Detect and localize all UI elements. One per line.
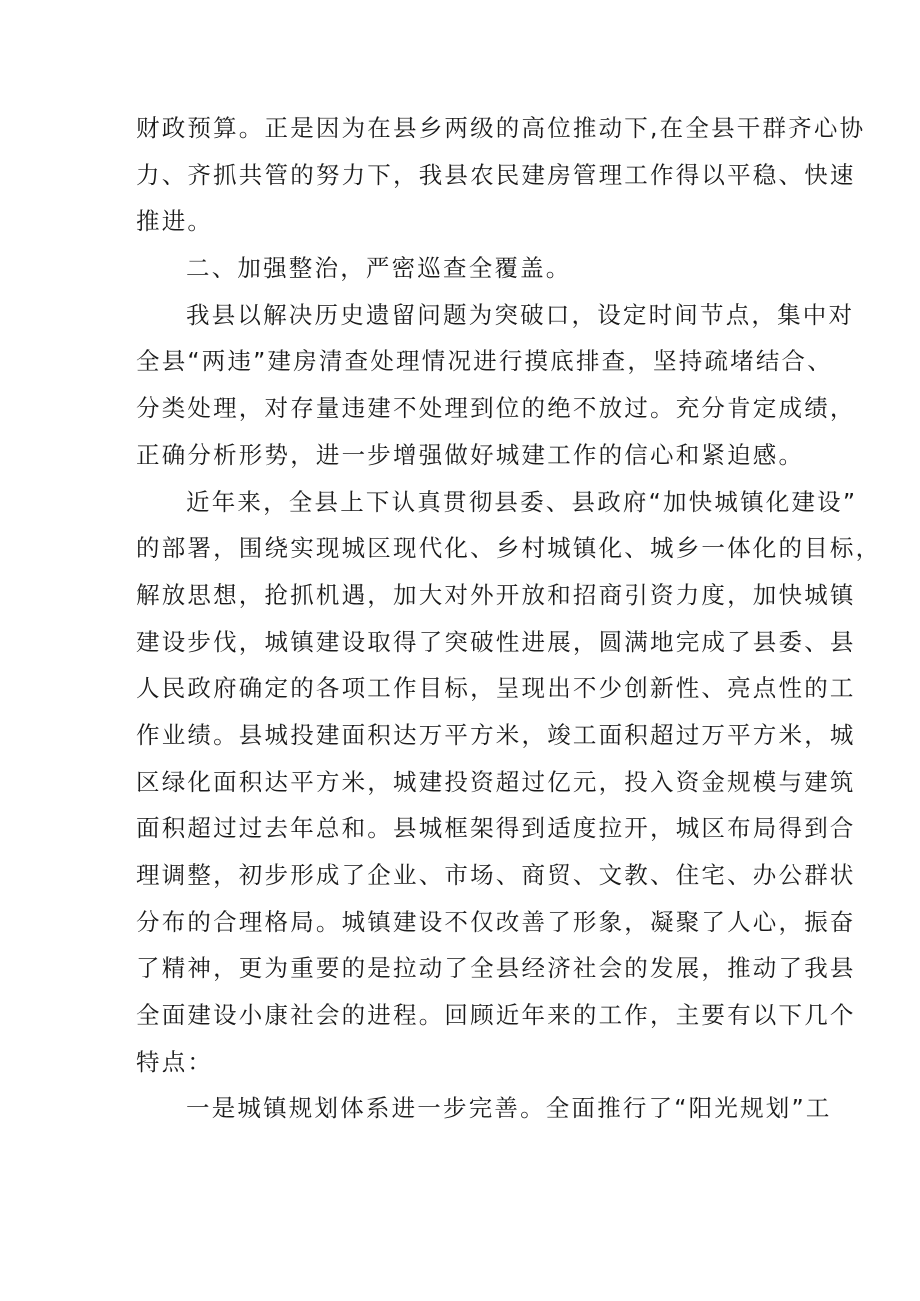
section-heading: 二、加强整治，严密巡查全覆盖。 xyxy=(186,254,572,283)
text-line: 面积超过过去年总和。县城框架得到适度拉开，城区布局得到合 xyxy=(136,814,856,843)
text-line: 区绿化面积达平方米，城建投资超过亿元，投入资金规模与建筑 xyxy=(136,767,856,796)
text-line: 我县以解决历史遗留问题为突破口，设定时间节点，集中对 xyxy=(186,300,855,329)
text-line: 正确分析形势，进一步增强做好城建工作的信心和紧迫感。 xyxy=(136,440,805,469)
text-line: 分布的合理格局。城镇建设不仅改善了形象，凝聚了人心，振奋 xyxy=(136,907,856,936)
text-line: 推进。 xyxy=(136,207,214,236)
text-line: 近年来，全县上下认真贯彻县委、县政府“加快城镇化建设” xyxy=(186,487,858,516)
text-line: 理调整，初步形成了企业、市场、商贸、文教、住宅、办公群状 xyxy=(136,861,856,889)
text-line: 全县“两违”建房清查处理情况进行摸底排查，坚持疏堵结合、 xyxy=(136,347,833,376)
text-line: 分类处理，对存量违建不处理到位的绝不放过。充分肯定成绩， xyxy=(136,394,856,423)
text-line: 特点： xyxy=(136,1047,214,1076)
text-line: 力、齐抓共管的努力下，我县农民建房管理工作得以平稳、快速 xyxy=(136,160,856,189)
text-line: 了精神，更为重要的是拉动了全县经济社会的发展，推动了我县 xyxy=(136,954,856,983)
text-line: 作业绩。县城投建面积达万平方米，竣工面积超过万平方米，城 xyxy=(136,720,856,749)
text-line: 一是城镇规划体系进一步完善。全面推行了“阳光规划”工 xyxy=(186,1094,832,1123)
text-line: 全面建设小康社会的进程。回顾近年来的工作，主要有以下几个 xyxy=(136,1001,856,1030)
document-body xyxy=(136,105,882,1132)
text-line: 建设步伐，城镇建设取得了突破性进展，圆满地完成了县委、县 xyxy=(136,627,856,656)
text-line: 解放思想，抢抓机遇，加大对外开放和招商引资力度，加快城镇 xyxy=(136,580,856,609)
text-line: 财政预算。正是因为在县乡两级的高位推动下,在全县干群齐心协 xyxy=(136,114,866,142)
text-line: 人民政府确定的各项工作目标，呈现出不少创新性、亮点性的工 xyxy=(136,674,856,703)
text-line: 的部署，围绕实现城区现代化、乡村城镇化、城乡一体化的目标， xyxy=(136,534,882,563)
